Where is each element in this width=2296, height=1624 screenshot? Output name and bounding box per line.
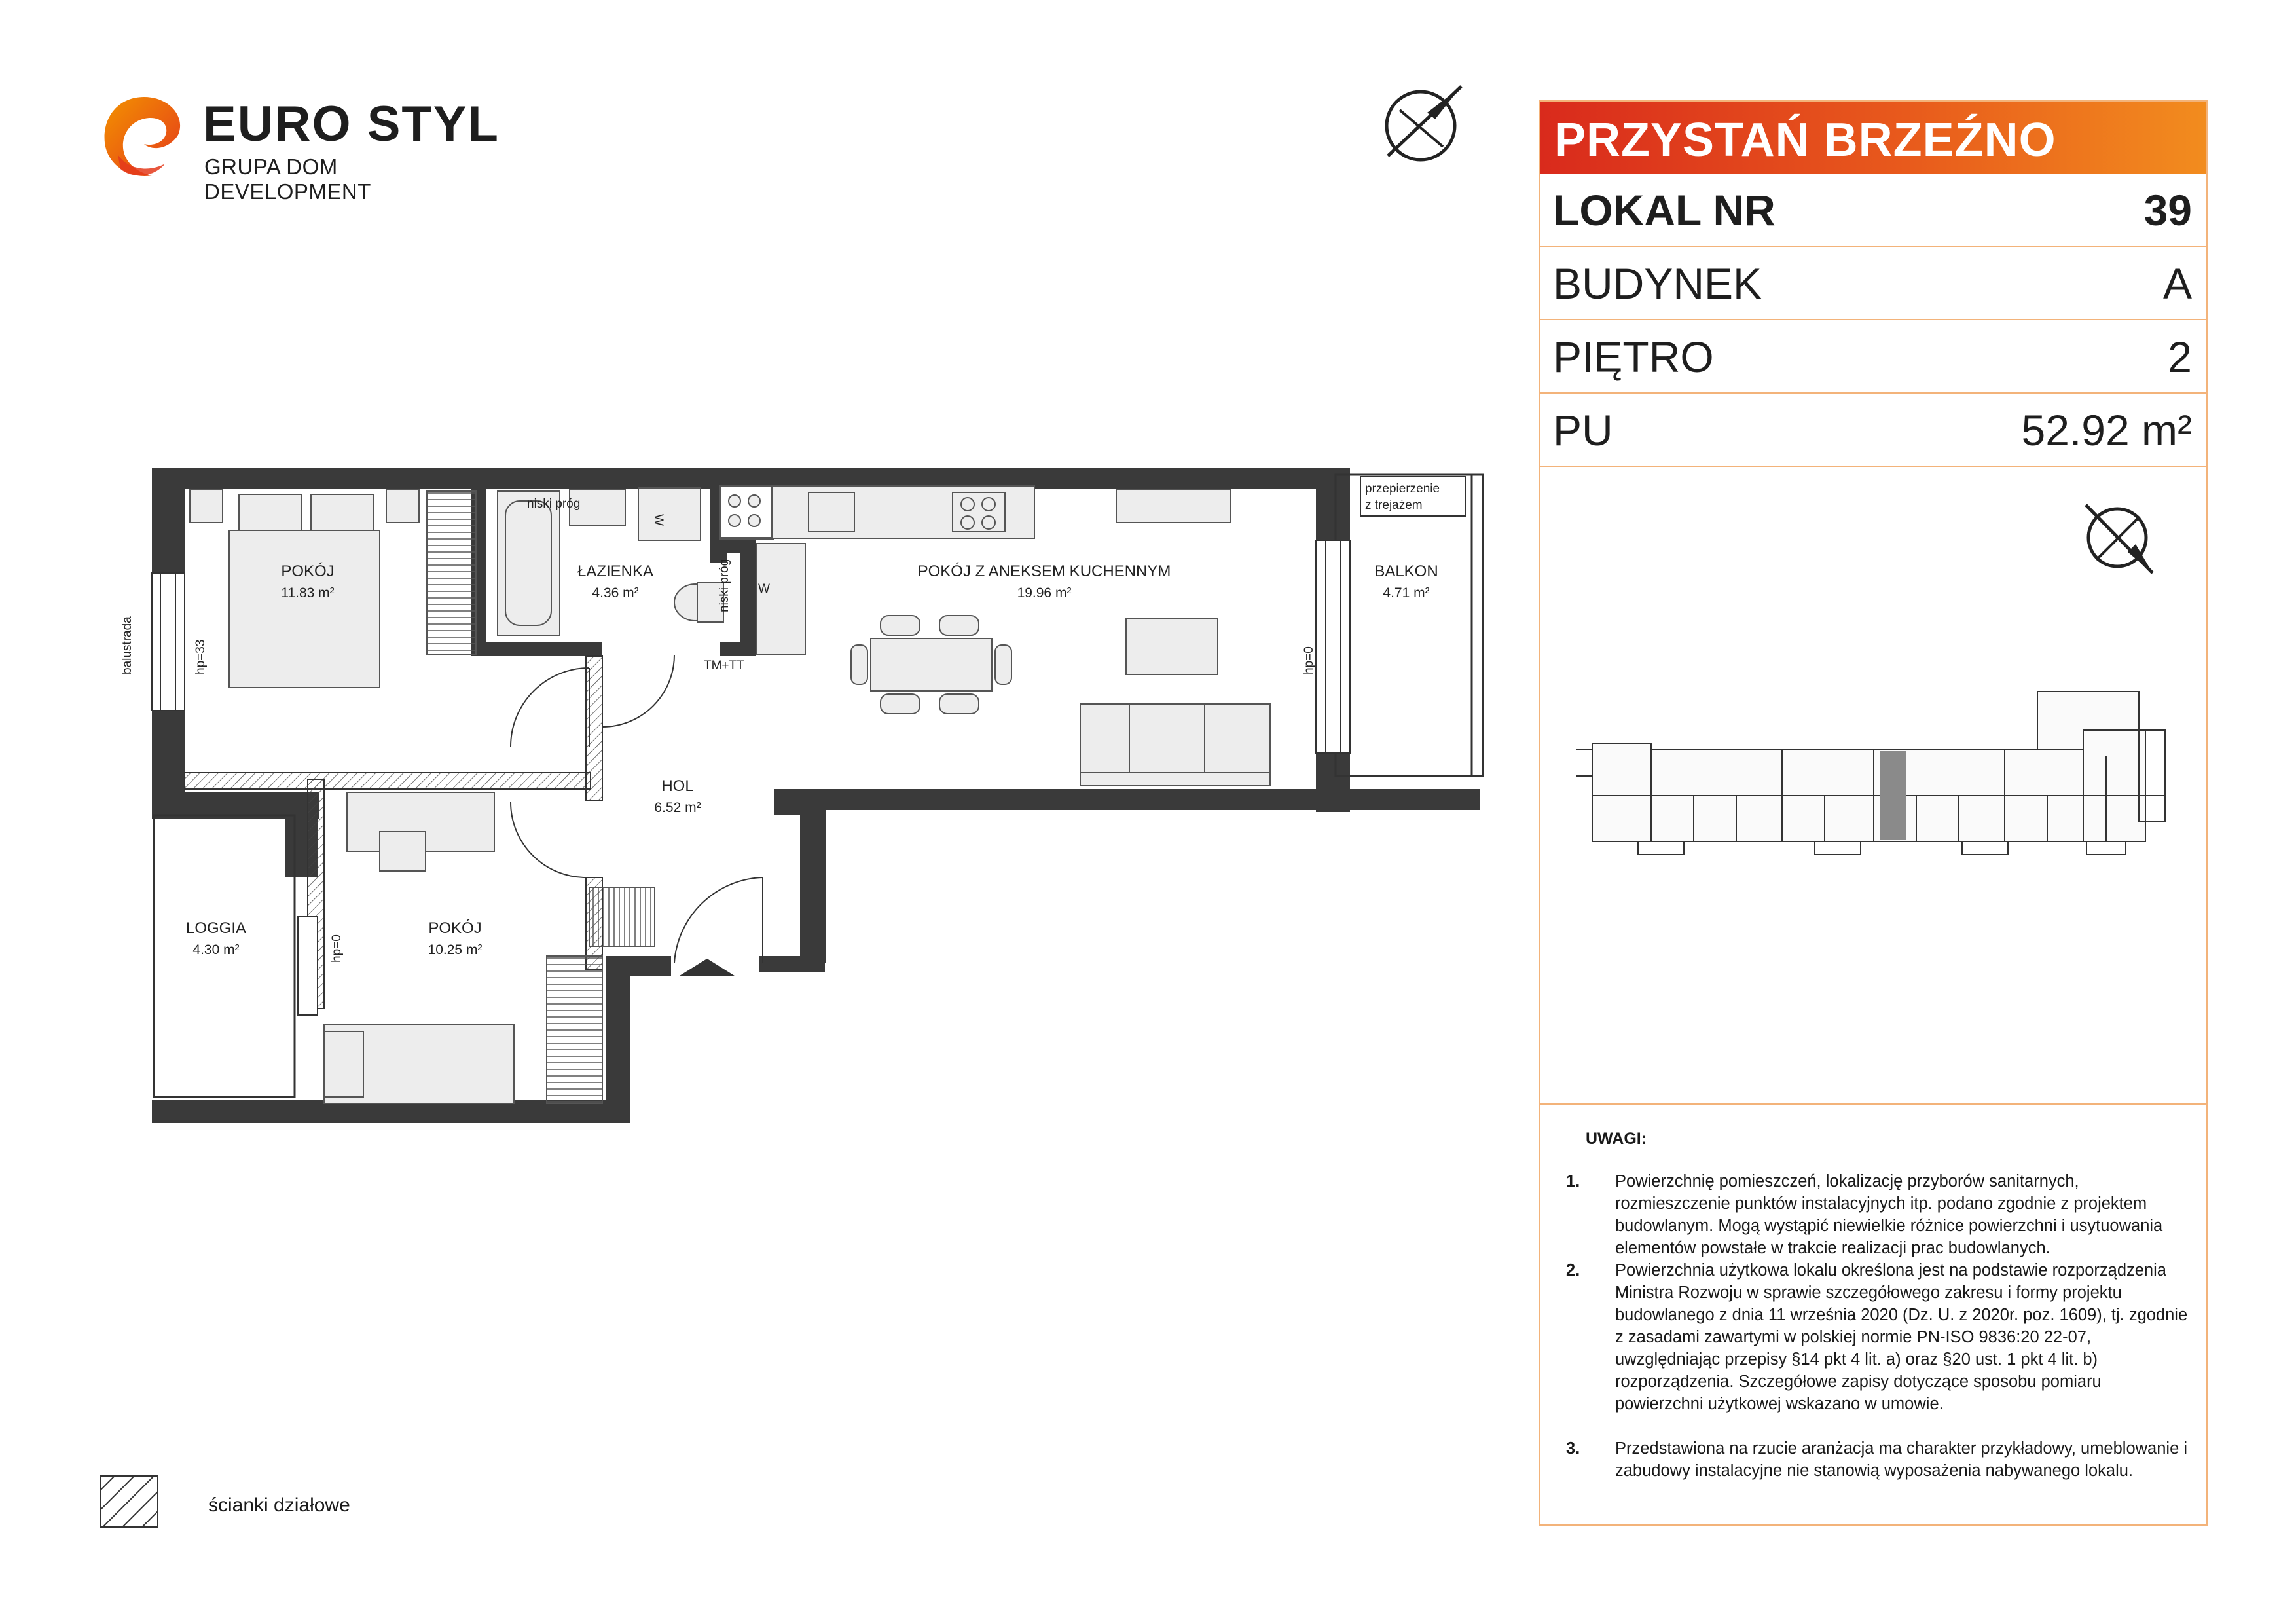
row-pietro-value: 2 xyxy=(2168,333,2192,381)
brand-subtitle: GRUPA DOM DEVELOPMENT xyxy=(204,155,371,204)
balustrada-label: balustrada xyxy=(120,616,134,674)
przepierzenie-label-1: przepierzenie xyxy=(1365,482,1440,496)
niski-prog-2: niski próg xyxy=(718,559,731,612)
row-pu xyxy=(1540,394,2206,467)
room-4-name: BALKON xyxy=(1374,563,1438,580)
row-lokal-value: 39 xyxy=(2143,186,2192,234)
legend-label: ścianki działowe xyxy=(208,1494,350,1516)
tmtt-label: TM+TT xyxy=(704,659,744,673)
notes-title: UWAGI: xyxy=(1586,1130,1647,1148)
room-3-area: 19.96 m² xyxy=(1017,585,1072,600)
note-2-text: Powierzchnia użytkowa lokalu określona jest na podstawie rozporządzenia Ministra Rozwoju w sprawie szczegółowego zakresu i formy projektu budowlanego z dnia 11 września 2020 (Dz. U. z 2020r. poz. 1609), tj. zgodnie z zasadami zawartymi w polskiej normie PN-ISO 9836:20 22-07, uwzględniając przepisy §14 pkt 4 lit. a) oraz §20 ust. 1 pkt 4 lit. b) rozporządzenia. Szczegółowe zapisy dotyczące sposobu pomiaru powierzchni użytkowej wskazano w umowie. xyxy=(1615,1261,2188,1413)
room-7-area: 10.25 m² xyxy=(428,942,483,957)
row-lokal-label: LOKAL NR xyxy=(1553,186,1776,234)
floor-plan xyxy=(0,0,1506,1179)
w-label-2: W xyxy=(758,582,770,596)
row-pietro xyxy=(1540,320,2206,394)
note-1-number: 1. xyxy=(1566,1172,1580,1190)
note-3-text: Przedstawiona na rzucie aranżacja ma charakter przykładowy, umeblowanie i zabudowy instalacyjne nie stanowią wyposażenia nabywanego lokalu. xyxy=(1615,1439,2188,1480)
row-pu-value: 52.92 m² xyxy=(2021,406,2192,454)
row-budynek xyxy=(1540,247,2206,320)
legend-swatch xyxy=(100,1475,158,1528)
hp0-loggia-label: hp=0 xyxy=(330,934,344,963)
project-header xyxy=(1540,101,2206,174)
room-6-area: 4.30 m² xyxy=(192,942,240,957)
room-1-area: 11.83 m² xyxy=(281,585,335,600)
room-6-name: LOGGIA xyxy=(185,919,247,937)
note-1-text: Powierzchnię pomieszczeń, lokalizację przyborów sanitarnych, rozmieszczenie punktów instalacyjnych itp. podano zgodnie z projektem budowlanym. Mogą wystąpić niewielkie różnice powierzchni i usytuowania elementów powstałe w trakcie realizacji prac budowlanych. xyxy=(1615,1172,2163,1257)
brand-name: EURO STYL xyxy=(203,96,500,152)
room-2-name: ŁAZIENKA xyxy=(577,563,654,580)
info-panel xyxy=(1539,100,2208,1526)
note-2-number: 2. xyxy=(1566,1261,1580,1280)
project-name: PRZYSTAŃ BRZEŹNO xyxy=(1554,114,2056,166)
room-3-name: POKÓJ Z ANEKSEM KUCHENNYM xyxy=(917,563,1171,580)
hp33-label: hp=33 xyxy=(194,639,208,674)
przepierzenie-label-2: z trejażem xyxy=(1365,498,1423,512)
w-label-1: W xyxy=(651,514,665,526)
key-plan xyxy=(1576,691,2178,874)
niski-prog-1: niski próg xyxy=(527,497,581,511)
room-5-name: HOL xyxy=(661,777,694,795)
room-4-area: 4.71 m² xyxy=(1383,585,1430,600)
room-7-name: POKÓJ xyxy=(428,919,482,937)
row-pietro-label: PIĘTRO xyxy=(1553,333,1714,381)
row-budynek-label: BUDYNEK xyxy=(1553,259,1762,308)
highlighted-unit xyxy=(1880,751,1906,840)
row-lokal xyxy=(1540,174,2206,247)
bedroom2-furniture xyxy=(324,792,655,1103)
note-3-number: 3. xyxy=(1566,1439,1580,1458)
hp0-balcony-label: hp=0 xyxy=(1302,646,1316,674)
room-1-name: POKÓJ xyxy=(281,563,335,580)
compass-small-icon xyxy=(2077,494,2162,580)
row-budynek-value: A xyxy=(2162,259,2192,308)
room-5-area: 6.52 m² xyxy=(654,800,701,815)
room-2-area: 4.36 m² xyxy=(592,585,639,600)
row-pu-label: PU xyxy=(1553,406,1613,454)
notes-section xyxy=(1540,1103,2206,1527)
living-furniture xyxy=(851,616,1270,786)
